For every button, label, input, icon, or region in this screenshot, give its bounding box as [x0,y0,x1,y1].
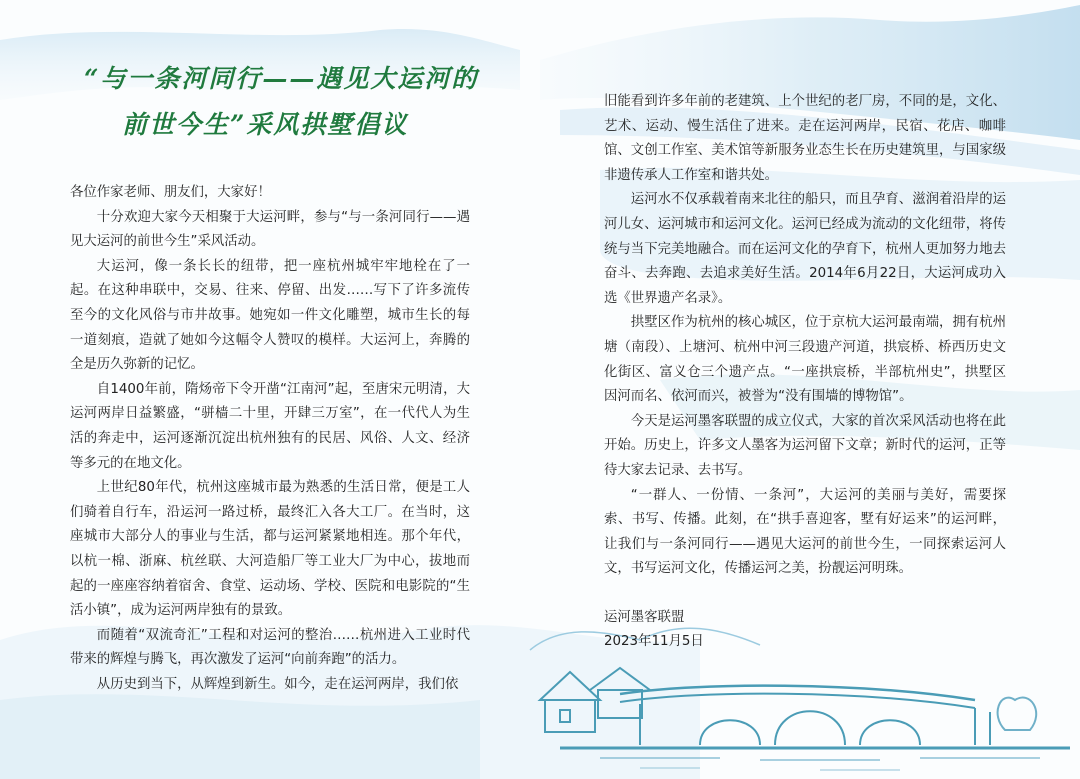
paragraph: “一群人、一份情、一条河”，大运河的美丽与美好，需要探索、书写、传播。此刻，在“拱手喜迎客，墅有好运来”的运河畔，让我们与一条河同行——遇见大运河的前世今生，一同探索运河人文，书写运河文化，传播运河之美，扮靓运河明珠。 [604,487,1006,577]
left-column [70,181,470,697]
paragraph: 上世纪80年代，杭州这座城市最为熟悉的生活日常，便是工人们骑着自行车，沿运河一路过桥，最终汇入各大工厂。在当时，这座城市大部分人的事业与生活，都与运河紧紧地相连。那个年代，以杭一棉、浙麻、杭丝联、大河造船厂等工业大厂为中心，拔地而起的一座座容纳着宿舍、食堂、运动场、学校、医院和电影院的“生活小镇”，成为运河两岸独有的景致。 [70,480,470,619]
title-line-2: 前世今生”采风拱墅倡议 [122,110,409,139]
paragraph-continuation: 旧能看到许多年前的老建筑、上个世纪的老厂房，不同的是，文化、艺术、运动、慢生活住了进来。走在运河两岸，民宿、花店、咖啡馆、文创工作室、美术馆等新服务业态生长在历史建筑里，与国家级非遗传承人工作室和谐共处。 [604,94,1006,183]
paragraph: 从历史到当下，从辉煌到新生。如今，走在运河两岸，我们依 [96,676,459,692]
right-column [604,90,1006,655]
paragraph: 十分欢迎大家今天相聚于大运河畔，参与“与一条河同行——遇见大运河的前世今生”采风活动。 [70,209,470,250]
paragraph: 而随着“双流奇汇”工程和对运河的整治……杭州进入工业时代带来的辉煌与腾飞，再次激发了运河“向前奔跑”的活力。 [70,627,470,668]
greeting: 各位作家老师、朋友们，大家好！ [70,185,271,200]
title-line-1: “与一条河同行——遇见大运河的 [84,64,479,93]
paragraph: 今天是运河墨客联盟的成立仪式，大家的首次采风活动也将在此开始。历史上，许多文人墨客为运河留下文章；新时代的运河，正等待大家去记录、去书写。 [604,413,1006,478]
paragraph: 大运河，像一条长长的纽带，把一座杭州城牢牢地栓在了一起。在这种串联中，交易、往来、停留、出发……写下了许多流传至今的文化风俗与市井故事。她宛如一件文化雕塑，城市生长的每一道刻痕，造就了她如今这幅令人赞叹的模样。大运河上，奔腾的全是历久弥新的记忆。 [70,258,470,373]
signature-org: 运河墨客联盟 [604,609,685,625]
paragraph: 拱墅区作为杭州的核心城区，位于京杭大运河最南端，拥有杭州塘（南段）、上塘河、杭州中河三段遗产河道，拱宸桥、桥西历史文化街区、富义仓三个遗产点。“一座拱宸桥，半部杭州史”，拱墅区因河而名、依河而兴，被誉为“没有围墙的博物馆”。 [604,315,1006,405]
paragraph: 运河水不仅承载着南来北往的船只，而且孕育、滋润着沿岸的运河儿女、运河城市和运河文化。运河已经成为流动的文化纽带，将传统与当下完美地融合。而在运河文化的孕育下，杭州人更加努力地去奋斗、去奔跑、去追求美好生活。2014年6月22日，大运河成功入选《世界遗产名录》。 [604,192,1006,306]
signature-date: 2023年11月5日 [604,634,704,650]
paragraph: 自1400年前，隋炀帝下令开凿“江南河”起，至唐宋元明清，大运河两岸日益繁盛，“骈樯二十里，开肆三万室”，在一代代人为生活的奔走中，运河逐渐沉淀出杭州独有的民居、风俗、人文、经济等多元的在地文化。 [70,381,470,471]
title-block [62,56,482,148]
